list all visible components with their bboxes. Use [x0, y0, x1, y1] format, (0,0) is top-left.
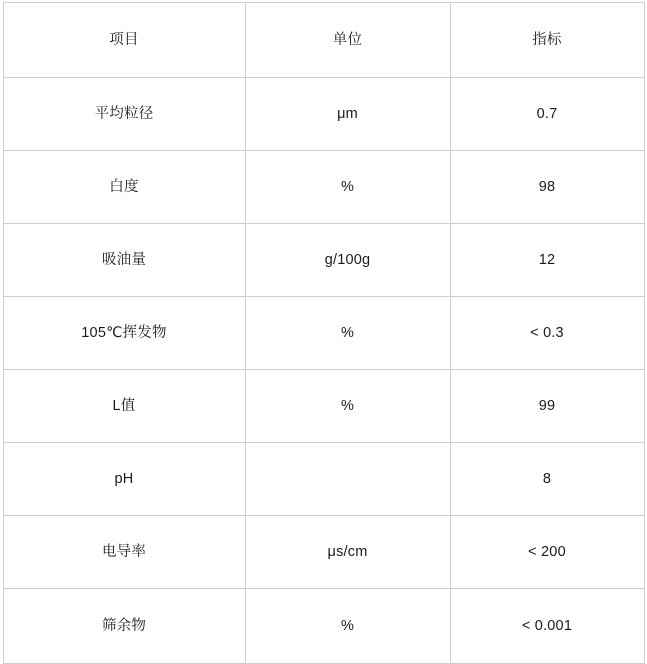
row-value-cell: [450, 297, 644, 370]
row-value-label: 99: [538, 397, 556, 414]
row-unit-label: μs/cm: [327, 543, 368, 560]
row-unit-label: %: [340, 617, 355, 634]
row-item-label: 白度: [109, 178, 139, 195]
row-value-cell: [450, 516, 644, 589]
row-item-label: 电导率: [101, 543, 147, 560]
table-header-row: [3, 3, 644, 78]
row-unit-cell: [245, 516, 450, 589]
row-item-label: 105℃挥发物: [81, 324, 167, 341]
row-item-cell: [3, 78, 245, 151]
row-value-label: 98: [538, 178, 556, 195]
row-unit-cell: [245, 443, 450, 516]
table-row: [3, 516, 644, 589]
row-item-cell: [3, 224, 245, 297]
row-value-label: 12: [538, 251, 556, 268]
row-unit-label: g/100g: [324, 251, 371, 268]
row-unit-cell: [245, 151, 450, 224]
row-item-label: 筛余物: [101, 617, 147, 634]
row-value-cell: [450, 370, 644, 443]
header-item-label: 项目: [109, 31, 139, 48]
table-row: [3, 224, 644, 297]
table-row: [3, 151, 644, 224]
row-unit-cell: [245, 78, 450, 151]
row-item-label: pH: [114, 470, 134, 487]
header-cell-unit: [245, 3, 450, 78]
row-value-label: 0.7: [536, 105, 558, 122]
header-unit-label: 单位: [332, 31, 363, 48]
row-value-label: 8: [542, 470, 552, 487]
header-cell-item: [3, 3, 245, 78]
row-unit-cell: [245, 297, 450, 370]
row-value-label: < 0.3: [530, 324, 564, 341]
row-unit-cell: [245, 589, 450, 664]
row-item-cell: [3, 516, 245, 589]
row-item-cell: [3, 151, 245, 224]
row-item-cell: [3, 297, 245, 370]
header-cell-value: [450, 3, 644, 78]
row-item-label: 平均粒径: [94, 105, 154, 122]
row-value-cell: [450, 78, 644, 151]
row-unit-label: %: [340, 178, 355, 195]
table-row: [3, 78, 644, 151]
row-value-cell: [450, 224, 644, 297]
row-unit-cell: [245, 370, 450, 443]
row-unit-label: %: [340, 324, 355, 341]
row-item-cell: [3, 370, 245, 443]
header-value-label: 指标: [532, 31, 562, 48]
row-value-cell: [450, 589, 644, 664]
row-value-cell: [450, 443, 644, 516]
row-unit-label: %: [340, 397, 355, 414]
table-row: [3, 297, 644, 370]
row-item-cell: [3, 589, 245, 664]
row-value-cell: [450, 151, 644, 224]
row-item-label: L值: [112, 397, 136, 414]
table-row: [3, 443, 644, 516]
specification-table: [3, 2, 645, 664]
row-unit-label: μm: [337, 105, 358, 122]
row-unit-cell: [245, 224, 450, 297]
table-row: [3, 589, 644, 664]
row-item-cell: [3, 443, 245, 516]
row-value-label: < 200: [528, 543, 566, 560]
row-item-label: 吸油量: [101, 251, 147, 268]
row-value-label: < 0.001: [521, 617, 573, 634]
table-row: [3, 370, 644, 443]
